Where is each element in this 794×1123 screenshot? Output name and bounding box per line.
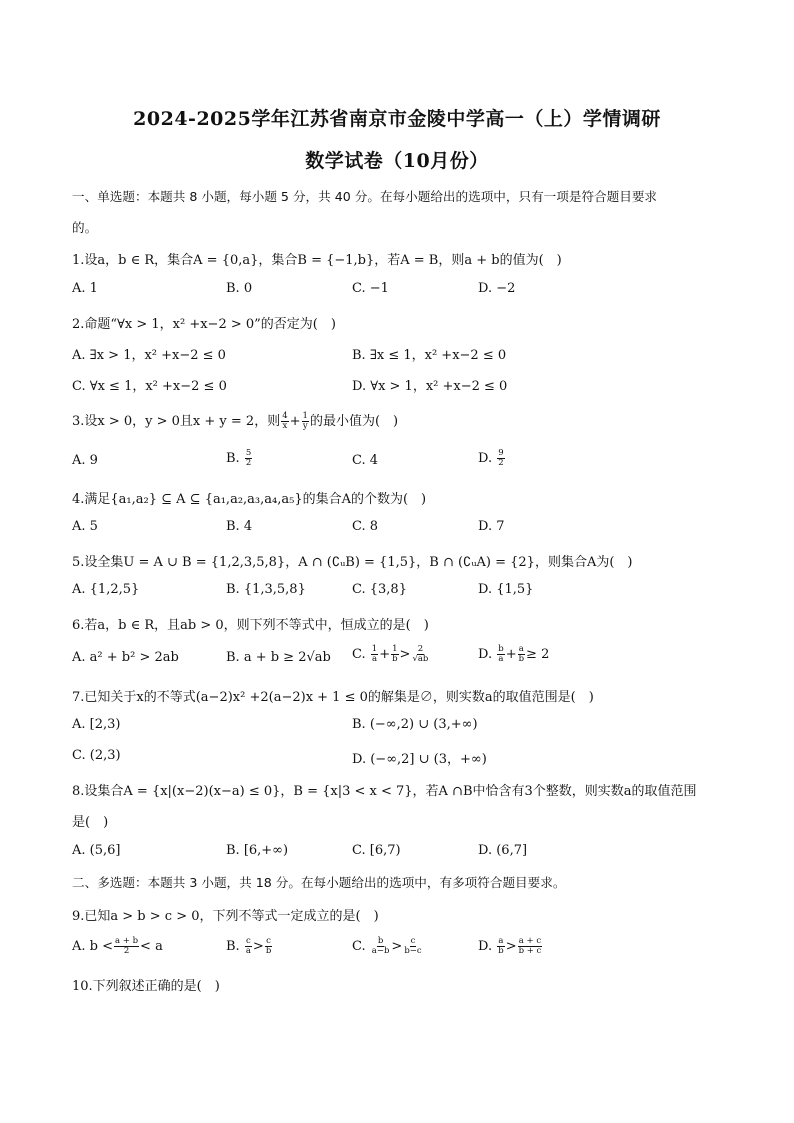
q6-option-d: D. $\frac{b}{a}$ + $\frac{a}{b}$ ≥ 2 [478,644,550,664]
question-2: 2.命题“∀x > 1，x² +x−2 > 0”的否定为( ) [72,317,336,332]
q6-option-b: B. a + b ≥ 2√ab [226,650,331,665]
q3-option-b: B. $\frac{5}{2}$ [226,448,252,468]
question-3: 3.设x > 0，y > 0且x + y = 2，则 $\frac{4}{x}$ + $\frac{1}{y}$ 的最小值为( ) [72,411,399,431]
question-6: 6.若a，b ∈ R，且ab > 0，则下列不等式中，恒成立的是( ) [72,618,429,633]
q8-option-d: D. (6,7] [478,843,528,858]
q8-option-b: B. [6,+∞) [226,843,289,858]
q8-option-c: C. [6,7) [352,843,401,858]
q5-option-c: C. {3,8} [352,582,407,597]
q7-option-c: C. (2,3) [72,748,121,763]
q9-option-c: C. $\frac{b}{a-b}$ > $\frac{c}{b-c}$ [352,936,422,956]
q1-option-d: D. −2 [478,281,516,296]
q6-option-a: A. a² + b² > 2ab [72,650,179,665]
q3-fraction-4-over-x: $\frac{4}{x}$ [282,411,288,431]
q2-option-c: C. ∀x ≤ 1，x² +x−2 ≤ 0 [72,379,227,394]
q1-option-c: C. −1 [352,281,389,296]
q5-option-b: B. {1,3,5,8} [226,582,306,597]
exam-subtitle: 数学试卷（10月份） [305,150,489,172]
question-9: 9.已知a > b > c > 0，下列不等式一定成立的是( ) [72,909,379,924]
q9-option-d: D. $\frac{a}{b}$ > $\frac{a + c}{b + c}$ [478,936,542,956]
section-1-instructions [72,181,722,243]
q5-option-a: A. {1,2,5} [72,582,140,597]
question-4: 4.满足{a₁,a₂} ⊆ A ⊆ {a₁,a₂,a₃,a₄,a₅}的集合A的个数为( ) [72,492,427,507]
question-8-line-1: 8.设集合A = {x|(x−2)(x−a) ≤ 0}，B = {x|3 < x < 7}，若A ∩B中恰含有3个整数，则实数a的取值范围 [72,784,697,799]
q2-option-d: D. ∀x > 1，x² +x−2 ≤ 0 [352,379,508,394]
q4-option-b: B. 4 [226,519,253,534]
q4-option-c: C. 8 [352,519,379,534]
question-7: 7.已知关于x的不等式(a−2)x² +2(a−2)x + 1 ≤ 0的解集是∅，则实数a的取值范围是( ) [72,690,594,705]
q5-option-d: D. {1,5} [478,582,534,597]
q8-option-a: A. (5,6] [72,843,121,858]
q4-option-d: D. 7 [478,519,505,534]
q3-stem-end: 的最小值为( ) [309,414,399,429]
question-1: 1.设a，b ∈ R，集合A = {0,a}，集合B = {−1,b}，若A = B，则a + b的值为( ) [72,253,562,268]
q2-option-b: B. ∃x ≤ 1，x² +x−2 ≤ 0 [352,348,507,363]
q2-option-a: A. ∃x > 1，x² +x−2 ≤ 0 [72,348,226,363]
section-1-line-1: 一、单选题：本题共 8 小题，每小题 5 分，共 40 分。在每小题给出的选项中，只有一项是符合题目要求 [72,189,658,204]
q1-option-b: B. 0 [226,281,253,296]
q3-fraction-1-over-y: $\frac{1}{y}$ [302,411,308,431]
q3-stem-start: 3.设x > 0，y > 0且x + y = 2，则 [72,414,281,429]
q7-option-b: B. (−∞,2) ∪ (3,+∞) [352,717,478,732]
question-8-line-2: 是( ) [72,815,109,830]
q3-option-c: C. 4 [352,453,379,468]
q4-option-a: A. 5 [72,519,98,534]
q3-option-a: A. 9 [72,453,98,468]
question-5: 5.设全集U = A ∪ B = {1,2,3,5,8}，A ∩ (∁ᵤB) = {1,5}，B ∩ (∁ᵤA) = {2}，则集合A为( ) [72,555,633,570]
q3-option-d: D. $\frac{9}{2}$ [478,448,504,468]
q7-option-d: D. (−∞,2] ∪ (3，+∞) [352,752,487,767]
q9-option-a: A. b < $\frac{a + b}{2}$ < a [72,936,163,956]
q7-option-a: A. [2,3) [72,717,121,732]
q6-option-c: C. $\frac{1}{a}$ + $\frac{1}{b}$ > $\frac{2}{√ab}$ [352,644,429,664]
exam-title: 2024-2025学年江苏省南京市金陵中学高一（上）学情调研 [133,108,661,130]
q9-option-b: B. $\frac{c}{a}$ > $\frac{c}{b}$ [226,936,272,956]
q1-option-a: A. 1 [72,281,98,296]
section-2-instructions: 二、多选题：本题共 3 小题，共 18 分。在每小题给出的选项中，有多项符合题目要求。 [72,875,566,890]
section-1-line-2: 的。 [72,220,98,235]
question-10: 10.下列叙述正确的是( ) [72,979,220,994]
